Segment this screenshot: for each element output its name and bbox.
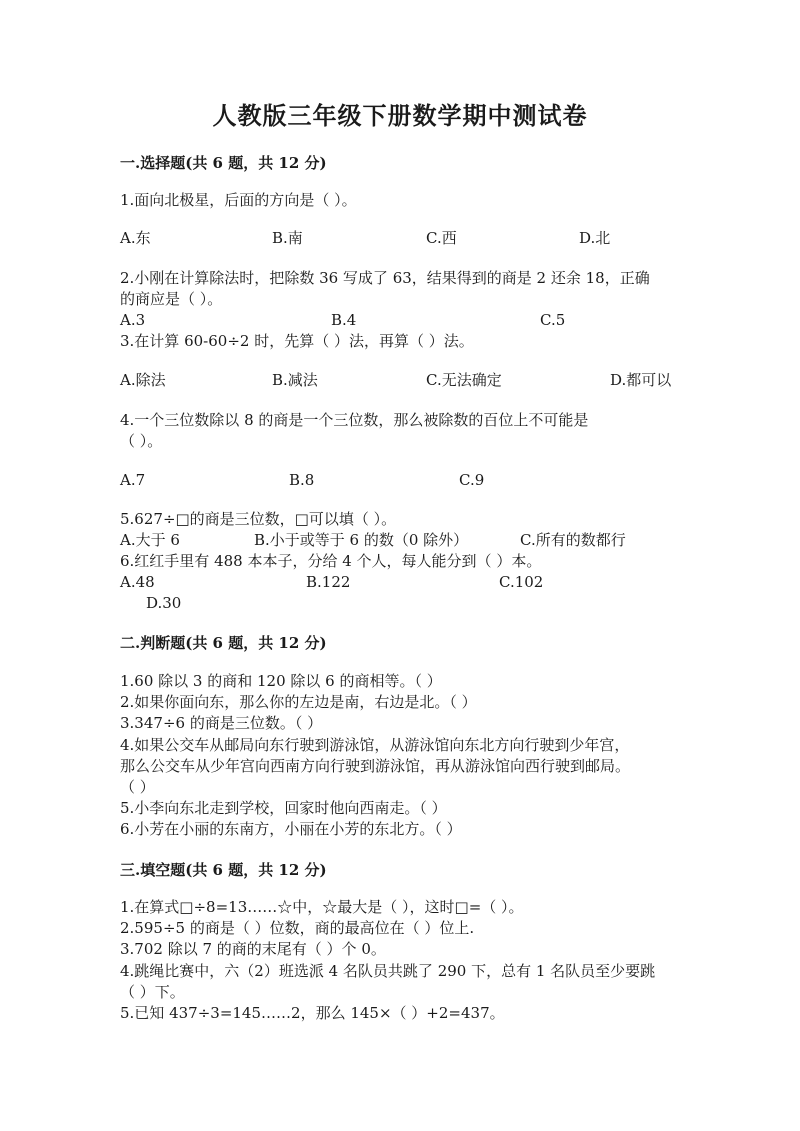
question-line: 6.小芳在小丽的东南方，小丽在小芳的东北方。（ ） (120, 820, 462, 838)
option: D.都可以 (610, 371, 672, 389)
question-line: 2.595÷5 的商是（ ）位数，商的最高位在（ ）位上. (120, 919, 475, 937)
question-line: 1.在算式□÷8=13……☆中，☆最大是（ ），这时□=（ ）。 (120, 898, 524, 916)
option: C.所有的数都行 (520, 531, 626, 549)
option: B.4 (331, 311, 357, 329)
question-line: 4.跳绳比赛中，六（2）班选派 4 名队员共跳了 290 下，总有 1 名队员至少要跳 (120, 962, 656, 980)
option: A.大于 6 (120, 531, 180, 549)
question-line: 3.702 除以 7 的商的末尾有（ ）个 0。 (120, 940, 386, 958)
question-stem: 2.小刚在计算除法时，把除数 36 写成了 63，结果得到的商是 2 还余 18，正确 (120, 269, 650, 287)
question-line: （ ）下。 (120, 983, 185, 1001)
question-line: 5.已知 437÷3=145……2，那么 145×（ ）+2=437。 (120, 1004, 505, 1022)
section-heading-judgement: 二.判断题(共 6 题，共 12 分) (120, 634, 327, 652)
section-heading-choice: 一.选择题(共 6 题，共 12 分) (120, 154, 327, 172)
option: C.西 (426, 229, 457, 247)
option: C.5 (540, 311, 566, 329)
question-stem: 1.面向北极星，后面的方向是（ ）。 (120, 191, 357, 209)
option: C.9 (459, 471, 485, 489)
question-line: 5.小李向东北走到学校，回家时他向西南走。（ ） (120, 799, 447, 817)
option: D.30 (146, 594, 182, 612)
option: A.7 (120, 471, 146, 489)
question-stem: 6.红红手里有 488 本本子，分给 4 个人，每人能分到（ ）本。 (120, 552, 542, 570)
question-line: 3.347÷6 的商是三位数。（ ） (120, 714, 323, 732)
option: A.3 (120, 311, 146, 329)
page-title: 人教版三年级下册数学期中测试卷 (212, 101, 588, 130)
option: B.减法 (272, 371, 318, 389)
option: B.南 (272, 229, 303, 247)
question-line: （ ） (120, 778, 155, 796)
question-line: 1.60 除以 3 的商和 120 除以 6 的商相等。（ ） (120, 672, 442, 690)
section-heading-fill-in: 三.填空题(共 6 题，共 12 分) (120, 861, 327, 879)
question-line: 那么公交车从少年宫向西南方向行驶到游泳馆，再从游泳馆向西行驶到邮局。 (120, 757, 631, 775)
option: B.122 (306, 573, 351, 591)
option: C.无法确定 (426, 371, 502, 389)
option: C.102 (499, 573, 544, 591)
option: D.北 (579, 229, 611, 247)
option: A.东 (120, 229, 151, 247)
question-stem: 的商应是（ ）。 (120, 290, 223, 308)
option: A.除法 (120, 371, 166, 389)
question-stem: 3.在计算 60-60÷2 时，先算（ ）法，再算（ ）法。 (120, 332, 474, 350)
question-line: 2.如果你面向东，那么你的左边是南，右边是北。（ ） (120, 693, 477, 711)
question-stem: 4.一个三位数除以 8 的商是一个三位数，那么被除数的百位上不可能是 (120, 411, 589, 429)
question-stem: （ ）。 (120, 432, 163, 450)
option: B.小于或等于 6 的数（0 除外） (254, 531, 469, 549)
option: B.8 (289, 471, 315, 489)
question-stem: 5.627÷□的商是三位数，□可以填（ ）。 (120, 510, 397, 528)
option: A.48 (120, 573, 155, 591)
question-line: 4.如果公交车从邮局向东行驶到游泳馆，从游泳馆向东北方向行驶到少年宫， (120, 736, 630, 754)
